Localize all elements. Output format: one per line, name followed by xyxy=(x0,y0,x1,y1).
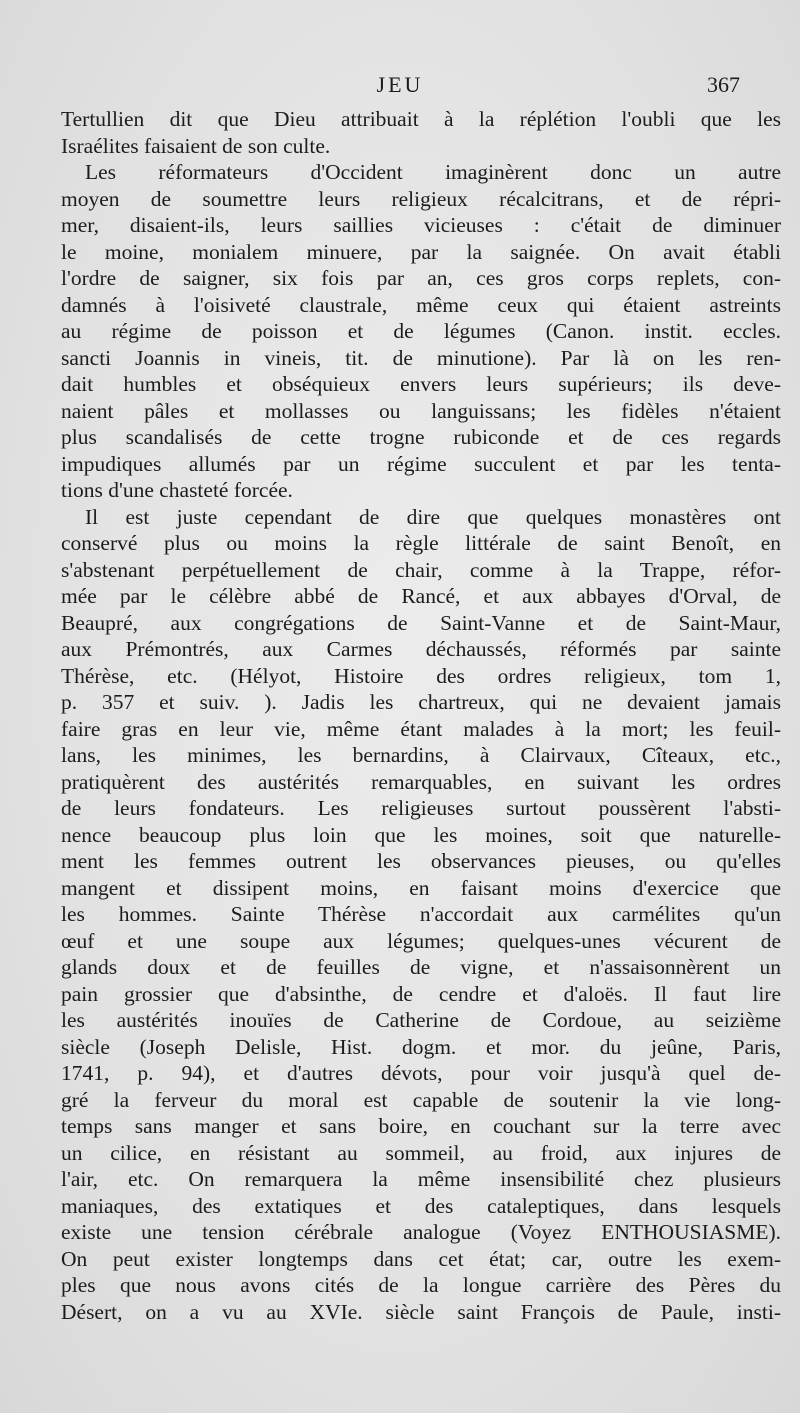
text-line: temps sans manger et sans boire, en couchant sur la terre avec xyxy=(61,1114,781,1138)
text-line: les austérités inouïes de Catherine de Cordoue, au seizième xyxy=(61,1008,781,1032)
text-line: impudiques allumés par un régime succulent et par les tenta- xyxy=(61,451,781,476)
text-line: gré la ferveur du moral est capable de soutenir la vie long- xyxy=(61,1087,781,1112)
text-line: faire gras en leur vie, même étant malades à la mort; les feuil- xyxy=(61,716,781,741)
text-line: dait humbles et obséquieux envers leurs supérieurs; ils deve- xyxy=(61,372,781,396)
text-line: pratiquèrent des austérités remarquables, en suivant les ordres xyxy=(61,769,781,794)
text-line: siècle (Joseph Delisle, Hist. dogm. et mor. du jeûne, Paris, xyxy=(61,1034,781,1059)
text-line: pain grossier que d'absinthe, de cendre et d'aloës. Il faut lire xyxy=(61,981,781,1006)
text-line: mer, disaient-ils, leurs saillies vicieuses : c'était de diminuer xyxy=(61,213,781,237)
text-line: mangent et dissipent moins, en faisant moins d'exercice que xyxy=(61,875,781,900)
text-line: Israélites faisaient de son culte. xyxy=(61,133,331,158)
text-line: Il est juste cependant de dire que quelques monastères ont xyxy=(85,504,781,529)
text-line: au régime de poisson et de légumes (Canon. instit. eccles. xyxy=(61,319,781,343)
text-line: de leurs fondateurs. Les religieuses surtout poussèrent l'absti- xyxy=(61,796,781,820)
text-line: s'abstenant perpétuellement de chair, comme à la Trappe, réfor- xyxy=(61,557,781,582)
text-line: Désert, on a vu au XVIe. siècle saint François de Paule, insti- xyxy=(61,1299,781,1324)
text-line: naient pâles et mollasses ou languissans; les fidèles n'étaient xyxy=(61,398,781,423)
text-line: le moine, monialem minuere, par la saignée. On avait établi xyxy=(61,239,781,264)
text-line: Tertullien dit que Dieu attribuait à la réplétion l'oubli que les xyxy=(61,107,781,131)
text-line: conservé plus ou moins la règle littérale de saint Benoît, en xyxy=(61,531,781,555)
text-line: ment les femmes outrent les observances pieuses, ou qu'elles xyxy=(61,849,781,873)
page-number: 367 xyxy=(707,72,740,97)
text-line: glands doux et de feuilles de vigne, et n'assaisonnèrent un xyxy=(61,955,781,979)
text-line: existe une tension cérébrale analogue (Voyez ENTHOUSIASME). xyxy=(61,1220,781,1244)
text-line: plus scandalisés de cette trogne rubiconde et de ces regards xyxy=(61,425,781,449)
text-line: damnés à l'oisiveté claustrale, même ceux qui étaient astreints xyxy=(61,292,781,317)
running-head: JEU xyxy=(376,72,424,97)
text-line: œuf et une soupe aux légumes; quelques-unes vécurent de xyxy=(61,928,781,953)
text-line: Beaupré, aux congrégations de Saint-Vanne et de Saint-Maur, xyxy=(61,610,781,635)
text-line: Thérèse, etc. (Hélyot, Histoire des ordres religieux, tom 1, xyxy=(61,663,781,688)
text-line: les hommes. Sainte Thérèse n'accordait aux carmélites qu'un xyxy=(61,902,781,926)
text-line: moyen de soumettre leurs religieux récalcitrans, et de répri- xyxy=(61,186,781,211)
text-line: ples que nous avons cités de la longue carrière des Pères du xyxy=(61,1273,781,1297)
text-line: 1741, p. 94), et d'autres dévots, pour voir jusqu'à quel de- xyxy=(61,1061,781,1085)
page-header xyxy=(60,72,740,104)
text-line: tions d'une chasteté forcée. xyxy=(61,478,293,502)
text-line: sancti Joannis in vineis, tit. de minutione). Par là on les ren- xyxy=(61,345,781,370)
text-line: lans, les minimes, les bernardins, à Clairvaux, Cîteaux, etc., xyxy=(61,743,781,767)
body-text xyxy=(61,106,781,1325)
text-line: On peut exister longtemps dans cet état; car, outre les exem- xyxy=(61,1246,781,1271)
text-line: mée par le célèbre abbé de Rancé, et aux abbayes d'Orval, de xyxy=(61,584,781,608)
text-line: l'ordre de saigner, six fois par an, ces gros corps replets, con- xyxy=(61,266,781,290)
text-line: l'air, etc. On remarquera la même insensibilité chez plusieurs xyxy=(61,1167,781,1191)
text-line: maniaques, des extatiques et des cataleptiques, dans lesquels xyxy=(61,1193,781,1218)
text-line: aux Prémontrés, aux Carmes déchaussés, réformés par sainte xyxy=(61,637,781,661)
text-line: p. 357 et suiv. ). Jadis les chartreux, qui ne devaient jamais xyxy=(61,690,781,714)
text-line: nence beaucoup plus loin que les moines, soit que naturelle- xyxy=(61,822,781,847)
text-line: un cilice, en résistant au sommeil, au froid, aux injures de xyxy=(61,1140,781,1165)
text-line: Les réformateurs d'Occident imaginèrent donc un autre xyxy=(85,160,781,184)
